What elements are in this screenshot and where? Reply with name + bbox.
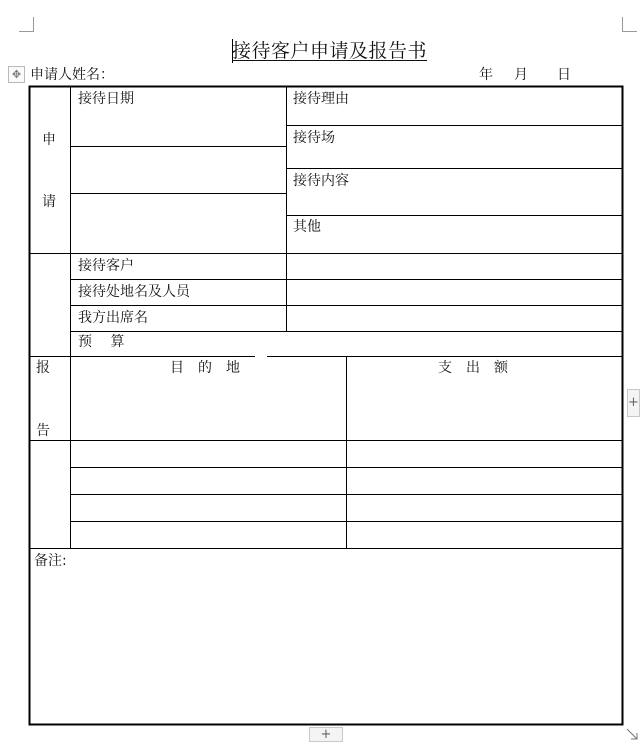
applicant-name-label: 申请人姓名： — [30, 67, 114, 83]
add-row-icon[interactable]: + — [309, 727, 343, 742]
add-column-icon[interactable]: + — [627, 389, 640, 417]
date-day-label: 日 — [557, 67, 571, 83]
apply-side-char-1: 申 — [42, 132, 56, 148]
date-month-label: 月 — [514, 67, 528, 83]
remarks-label[interactable]: 备注: — [34, 553, 67, 569]
reception-reason-label[interactable]: 接待理由 — [293, 91, 349, 107]
info-row-venue-staff[interactable]: 接待处地名及人员 — [78, 284, 190, 300]
date-year-label: 年 — [479, 67, 493, 83]
reception-date-label[interactable]: 接待日期 — [78, 91, 134, 107]
report-side-char-2: 告 — [36, 423, 50, 439]
destination-header[interactable]: 目 的 地 — [170, 360, 240, 376]
table-resize-icon[interactable] — [625, 727, 639, 741]
info-row-budget[interactable]: 预 算 — [78, 334, 125, 350]
info-row-attendees[interactable]: 我方出席名 — [78, 310, 148, 326]
info-row-client[interactable]: 接待客户 — [78, 258, 134, 274]
document-title[interactable]: 接待客户申请及报告书 — [232, 40, 428, 62]
expense-header[interactable]: 支 出 额 — [438, 360, 508, 376]
report-side-char-1: 报 — [36, 360, 50, 376]
apply-side-char-2: 请 — [42, 194, 56, 210]
other-label[interactable]: 其他 — [293, 219, 321, 235]
table-move-icon[interactable]: ✥ — [8, 66, 25, 83]
reception-venue-label[interactable]: 接待场 — [293, 130, 335, 146]
reception-content-label[interactable]: 接待内容 — [293, 173, 349, 189]
